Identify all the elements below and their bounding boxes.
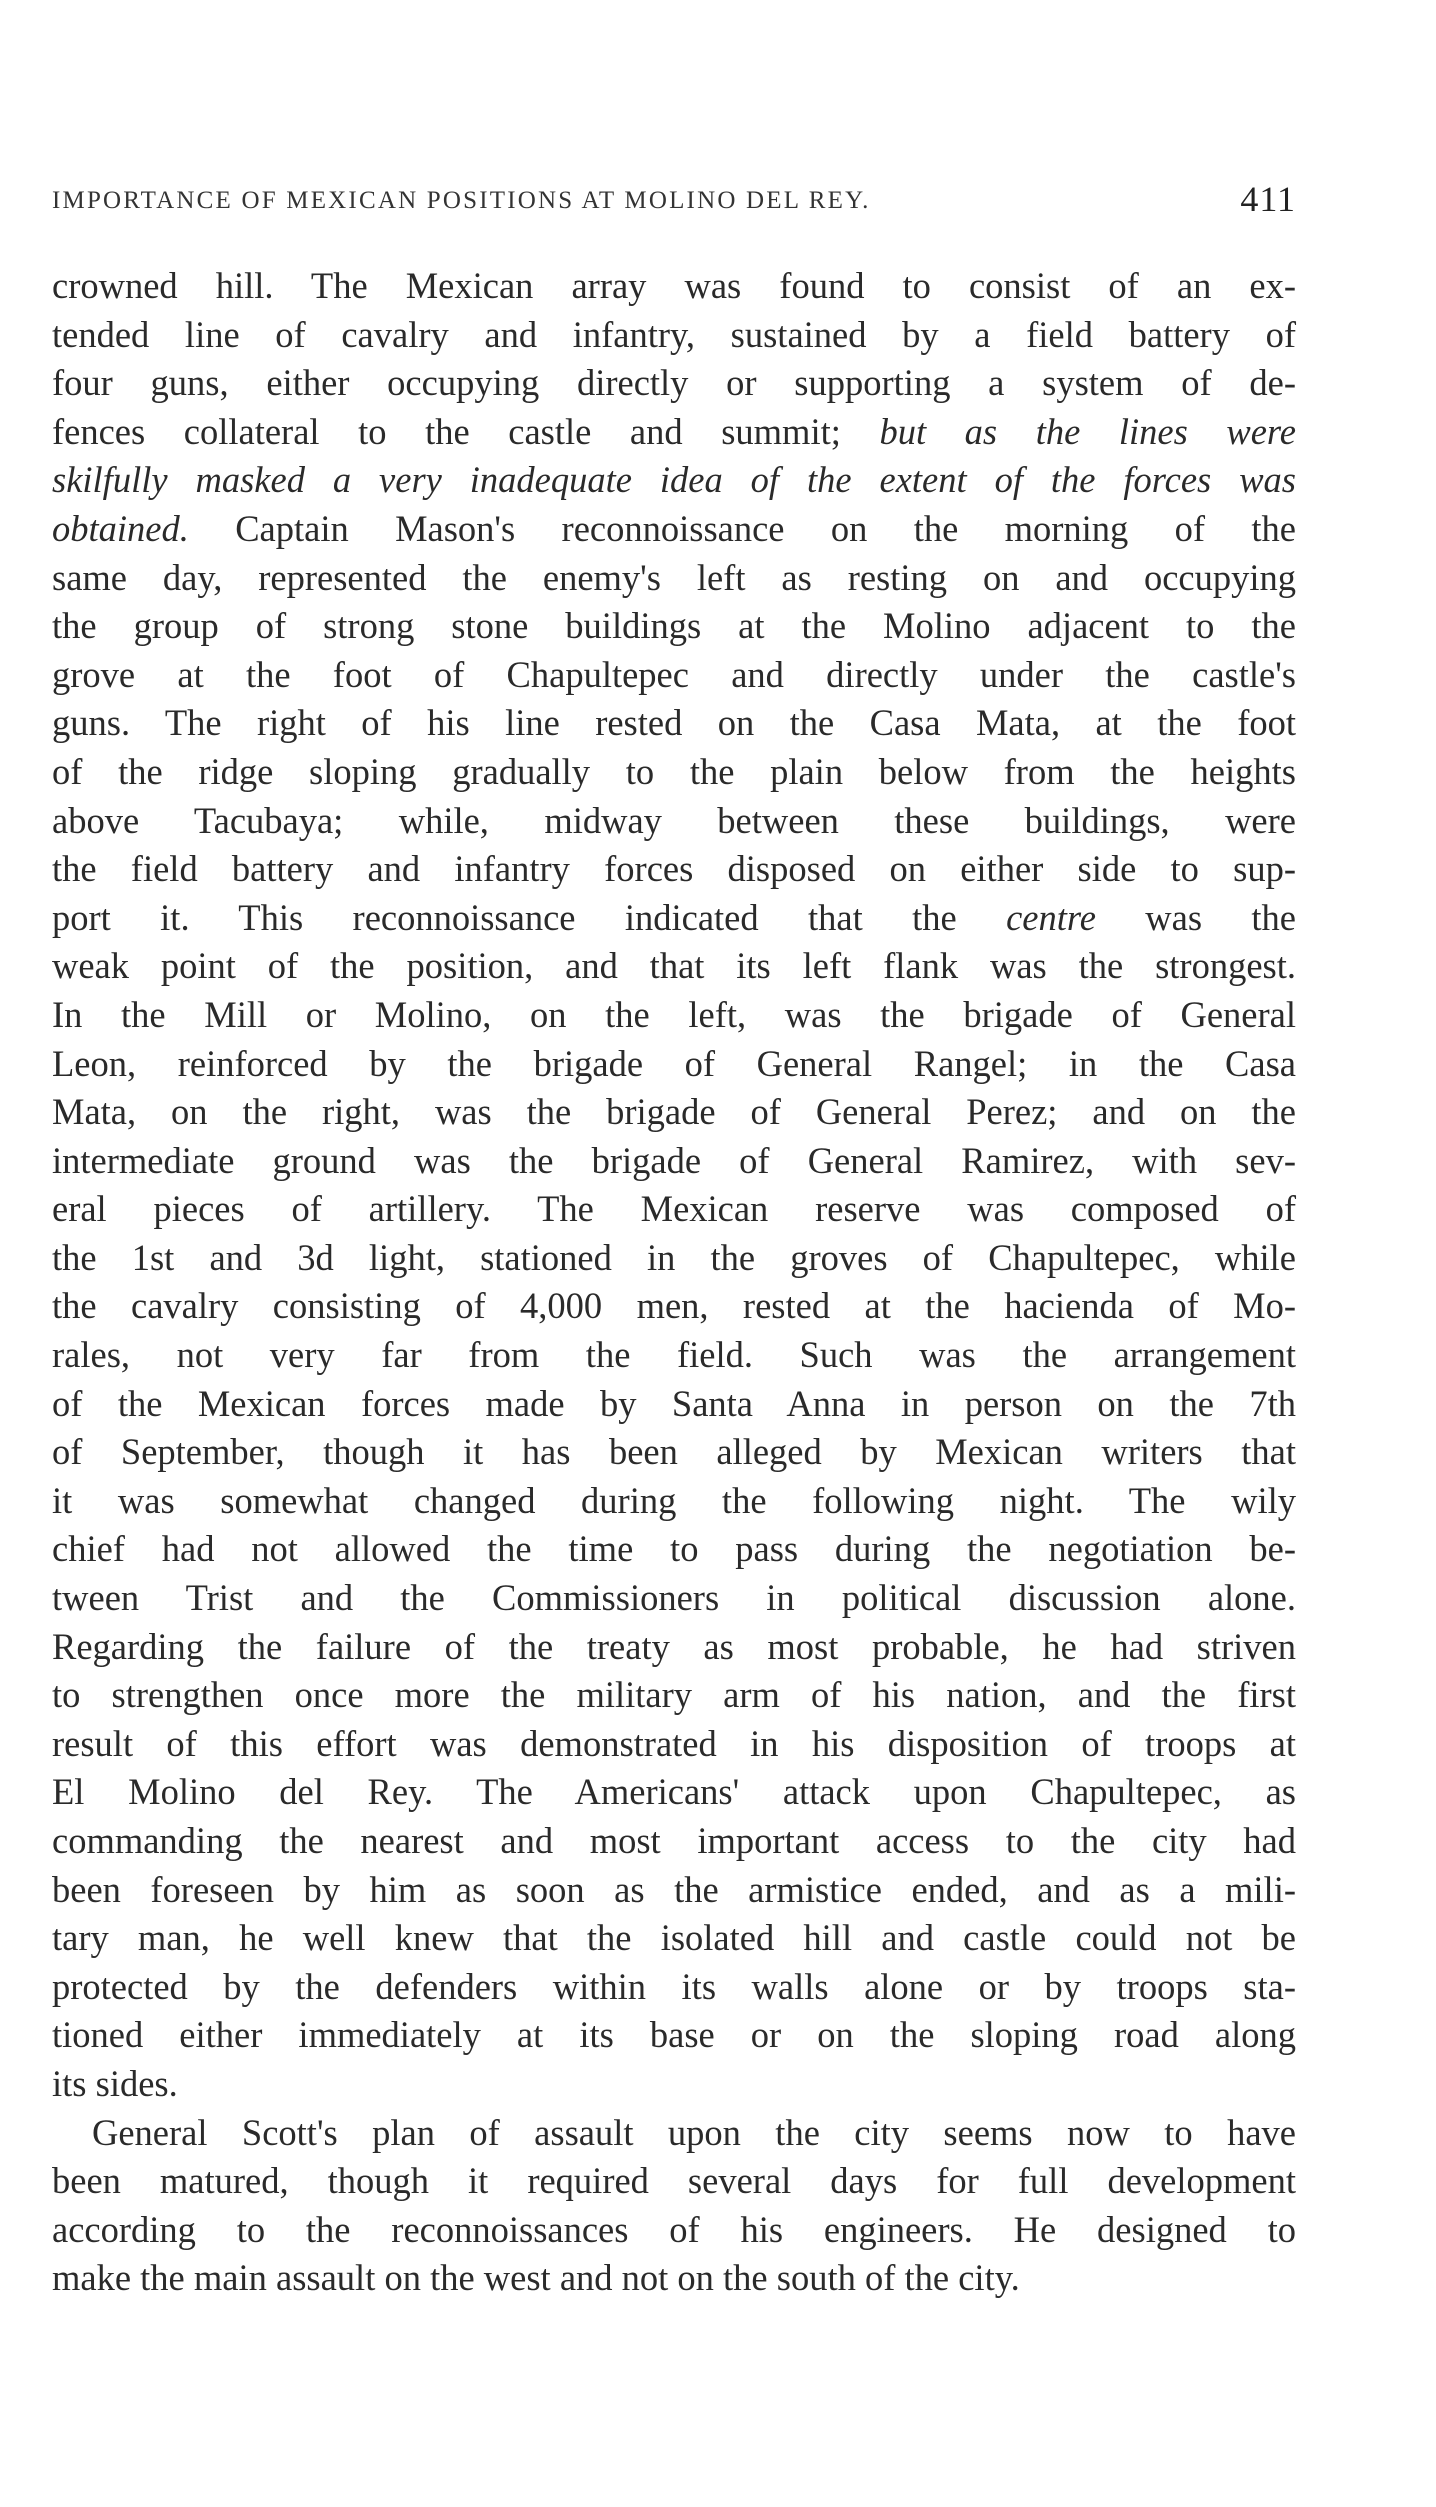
- text-line: [52, 1477, 1296, 1526]
- text-line: [52, 1817, 1296, 1866]
- text-line: [52, 1040, 1296, 1089]
- text-segment: the cavalry consisting of 4,000 men, rested at the hacienda of Mo-: [52, 1285, 1296, 1327]
- text-segment: been matured, though it required several days for full development: [52, 2160, 1296, 2202]
- text-segment: four guns, either occupying directly or supporting a system of de-: [52, 362, 1296, 404]
- text-segment: guns. The right of his line rested on the Casa Mata, at the foot: [52, 702, 1296, 744]
- text-segment: protected by the defenders within its walls alone or by troops sta-: [52, 1965, 1296, 2007]
- italic-segment: obtained.: [52, 507, 189, 549]
- text-segment: result of this effort was demonstrated in his disposition of troops at: [52, 1722, 1296, 1764]
- text-line: [52, 2254, 1296, 2303]
- text-segment: El Molino del Rey. The Americans' attack upon Chapultepec, as: [52, 1771, 1296, 1813]
- text-line: [52, 991, 1296, 1040]
- text-segment: chief had not allowed the time to pass during the negotiation be-: [52, 1528, 1296, 1570]
- text-line: [52, 1525, 1296, 1574]
- text-segment: commanding the nearest and most important access to the city had: [52, 1820, 1296, 1861]
- text-line: [52, 456, 1296, 505]
- text-line: [52, 2157, 1296, 2206]
- italic-segment: but as the lines were: [879, 410, 1296, 452]
- running-title: IMPORTANCE OF MEXICAN POSITIONS AT MOLINO DEL REY.: [52, 187, 871, 214]
- text-segment: tary man, he well knew that the isolated hill and castle could not be: [52, 1917, 1296, 1959]
- text-segment: Leon, reinforced by the brigade of General Rangel; in the Casa: [52, 1042, 1296, 1084]
- text-segment: weak point of the position, and that its left flank was the strongest.: [52, 945, 1296, 987]
- text-line: [52, 311, 1296, 360]
- text-line: [52, 942, 1296, 991]
- text-segment: of the ridge sloping gradually to the plain below from the heights: [52, 750, 1296, 792]
- text-line: [52, 359, 1296, 408]
- text-segment: fences collateral to the castle and summit;: [52, 410, 880, 452]
- text-segment: tended line of cavalry and infantry, sustained by a field battery of: [52, 313, 1296, 355]
- text-line: [52, 1234, 1296, 1283]
- text-line: [52, 1623, 1296, 1672]
- text-line: [52, 1282, 1296, 1331]
- text-segment: tioned either immediately at its base or on the sloping road along: [52, 2014, 1296, 2056]
- text-segment: the group of strong stone buildings at the Molino adjacent to the: [52, 605, 1296, 647]
- text-line: [52, 748, 1296, 797]
- text-segment: its sides.: [52, 2062, 178, 2104]
- text-segment: Mata, on the right, was the brigade of General Perez; and on the: [52, 1091, 1296, 1133]
- text-line: [52, 2011, 1296, 2060]
- italic-segment: skilfully masked a very inadequate idea of the extent of the forces was: [52, 459, 1296, 501]
- text-segment: above Tacubaya; while, midway between these buildings, were: [52, 799, 1296, 841]
- text-segment: make the main assault on the west and not on the south of the city.: [52, 2257, 1020, 2299]
- text-line: [52, 1185, 1296, 1234]
- body-text: [52, 262, 1296, 2303]
- text-line: [52, 894, 1296, 943]
- text-segment: the field battery and infantry forces disposed on either side to sup-: [52, 848, 1296, 890]
- text-segment: grove at the foot of Chapultepec and directly under the castle's: [52, 653, 1296, 695]
- running-head: [52, 179, 1296, 219]
- text-line: [52, 1428, 1296, 1477]
- text-line: [52, 845, 1296, 894]
- text-line: [52, 408, 1296, 457]
- text-segment: tween Trist and the Commissioners in political discussion alone.: [52, 1577, 1296, 1619]
- text-line: [52, 1574, 1296, 1623]
- text-line: [52, 1088, 1296, 1137]
- text-line: [52, 1671, 1296, 1720]
- text-line: [52, 1380, 1296, 1429]
- text-line: [52, 2060, 1296, 2109]
- text-line: [52, 699, 1296, 748]
- text-line: [52, 602, 1296, 651]
- text-segment: been foreseen by him as soon as the armistice ended, and as a mili-: [52, 1868, 1296, 1910]
- text-segment: rales, not very far from the field. Such was the arrangement: [52, 1334, 1296, 1376]
- text-segment: of September, though it has been alleged by Mexican writers that: [52, 1431, 1296, 1473]
- italic-segment: centre: [1006, 896, 1096, 938]
- text-line: [52, 1137, 1296, 1186]
- text-segment: the 1st and 3d light, stationed in the groves of Chapultepec, while: [52, 1236, 1296, 1278]
- text-segment: port it. This reconnoissance indicated that the: [52, 896, 1007, 938]
- text-line: [52, 2206, 1296, 2255]
- text-line: [52, 2109, 1296, 2158]
- text-segment: In the Mill or Molino, on the left, was the brigade of General: [52, 993, 1296, 1035]
- text-line: [52, 554, 1296, 603]
- text-segment: Regarding the failure of the treaty as most probable, he had striven: [52, 1625, 1296, 1667]
- text-line: [52, 1720, 1296, 1769]
- text-segment: eral pieces of artillery. The Mexican reserve was composed of: [52, 1188, 1296, 1230]
- text-segment: intermediate ground was the brigade of General Ramirez, with sev-: [52, 1139, 1296, 1181]
- text-segment: same day, represented the enemy's left as resting on and occupying: [52, 556, 1296, 598]
- text-line: [52, 1331, 1296, 1380]
- text-line: [52, 262, 1296, 311]
- text-segment: it was somewhat changed during the following night. The wily: [52, 1479, 1296, 1521]
- text-segment: General Scott's plan of assault upon the city seems now to have: [92, 2111, 1296, 2153]
- text-line: [52, 1914, 1296, 1963]
- text-segment: crowned hill. The Mexican array was found to consist of an ex-: [52, 265, 1296, 306]
- text-segment: to strengthen once more the military arm of his nation, and the first: [52, 1674, 1296, 1716]
- text-segment: of the Mexican forces made by Santa Anna in person on the 7th: [52, 1382, 1296, 1424]
- text-line: [52, 1768, 1296, 1817]
- text-segment: Captain Mason's reconnoissance on the morning of the: [188, 507, 1296, 549]
- page-number: 411: [1240, 179, 1296, 219]
- text-line: [52, 797, 1296, 846]
- text-segment: was the: [1095, 896, 1296, 938]
- text-line: [52, 651, 1296, 700]
- text-line: [52, 1866, 1296, 1915]
- text-line: [52, 1963, 1296, 2012]
- text-line: [52, 505, 1296, 554]
- text-segment: according to the reconnoissances of his engineers. He designed to: [52, 2208, 1296, 2250]
